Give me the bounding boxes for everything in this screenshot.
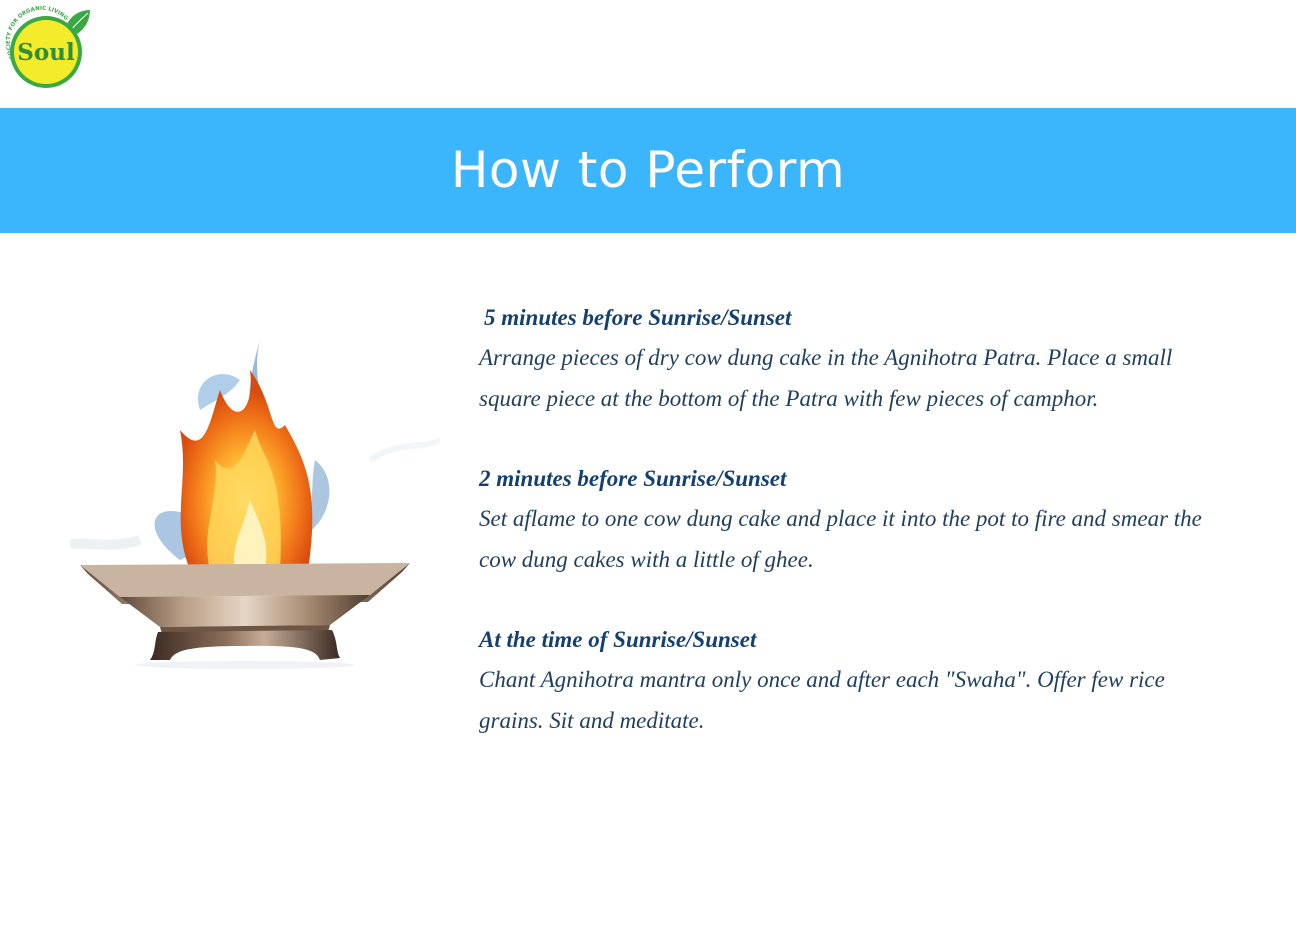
step-1-body: Arrange pieces of dry cow dung cake in the Agnihotra Patra. Place a small square piece at the bottom of the Patra with few pieces of camphor. bbox=[479, 345, 1173, 411]
logo-wordmark: Soul bbox=[17, 39, 75, 66]
step-3 bbox=[479, 620, 1259, 741]
step-2-title: 2 minutes before Sunrise/Sunset bbox=[479, 466, 787, 491]
step-1 bbox=[479, 298, 1259, 419]
step-2-body: Set aflame to one cow dung cake and place it into the pot to fire and smear the cow dung cakes with a little of ghee. bbox=[479, 506, 1202, 572]
page-title: How to Perform bbox=[450, 141, 846, 199]
step-3-body: Chant Agnihotra mantra only once and after each "Swaha". Offer few rice grains. Sit and meditate. bbox=[479, 667, 1165, 733]
step-2 bbox=[479, 459, 1259, 580]
step-3-title: At the time of Sunrise/Sunset bbox=[479, 627, 757, 652]
title-banner bbox=[0, 108, 1296, 233]
logo-emblem-icon bbox=[2, 4, 94, 92]
logo-ring-text: SOCIETY FOR ORGANIC LIVING bbox=[5, 5, 69, 60]
agnihotra-fire-pot-icon bbox=[70, 320, 440, 700]
soul-logo bbox=[2, 4, 94, 92]
step-1-title: 5 minutes before Sunrise/Sunset bbox=[484, 305, 792, 330]
steps-list bbox=[479, 298, 1259, 781]
